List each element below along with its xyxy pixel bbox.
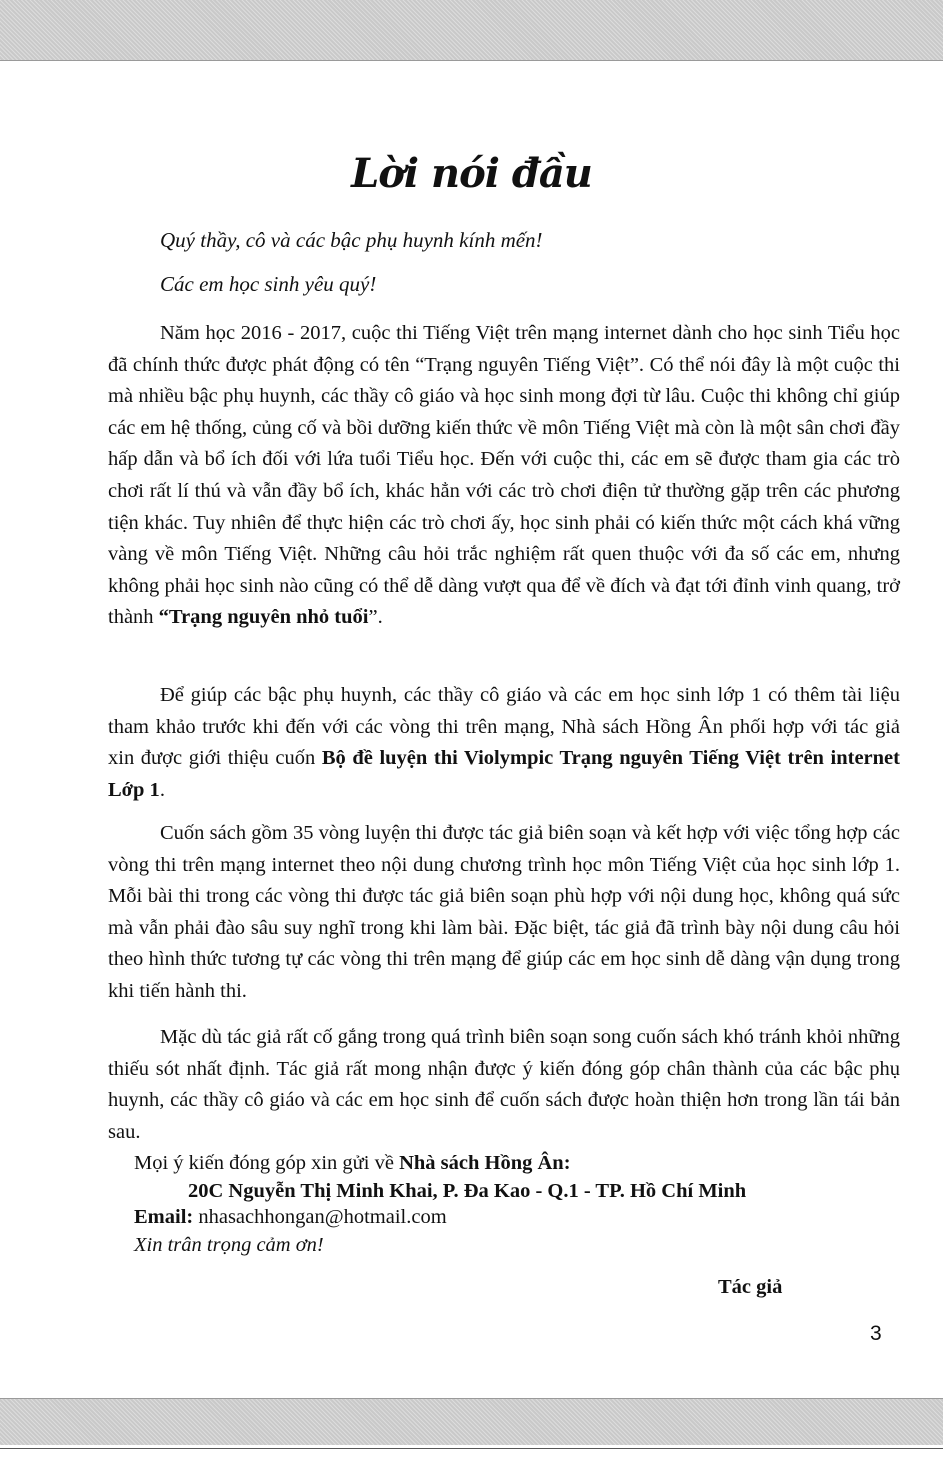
thanks-line: Xin trân trọng cảm ơn! (134, 1234, 324, 1256)
greeting-students: Các em học sinh yêu quý! (160, 272, 377, 296)
email-address: nhasachhongan@hotmail.com (193, 1206, 447, 1228)
paragraph-book-text: Để giúp các bậc phụ huynh, các thầy cô giáo và các em học sinh lớp 1 có thêm tài liệu tham khảo trước khi đến với các vòng thi trên mạng, Nhà sách Hồng Ân phối hợp với tác giả xin được giới thiệu cuốn (108, 684, 900, 770)
paragraph-contest-text: Năm học 2016 - 2017, cuộc thi Tiếng Việt trên mạng internet dành cho học sinh Tiểu học đã chính thức được phát động có tên “Trạng nguyên Tiếng Việt”. Có thể nói đây là một cuộc thi mà nhiều bậc phụ huynh, các thầy cô giáo và học sinh mong đợi từ lâu. Cuộc thi không chỉ giúp các em hệ thống, củng cố và bồi dưỡng kiến thức về môn Tiếng Việt mà còn là một sân chơi đầy hấp dẫn và bổ ích đối với lứa tuổi Tiểu học. Đến với cuộc thi, các em sẽ được tham gia các trò chơi rất lí thú và vẫn đầy bổ ích, khác hẳn với các trò chơi điện tử thường gặp trên các phương tiện khác. Tuy nhiên để thực hiện các trò chơi ấy, học sinh phải có kiến thức một cách khá vững vàng về môn Tiếng Việt. Những câu hỏi trắc nghiệm rất quen thuộc với đa số các em, nhưng không phải học sinh nào cũng có thể dễ dàng vượt qua để về đích và đạt tới đỉnh vinh quang, trở thành (108, 322, 900, 629)
bottom-scan-band (0, 1398, 943, 1445)
book-title: Bộ đề luyện thi Violympic Trạng nguyên Tiếng Việt trên internet Lớp 1 (108, 747, 900, 801)
page-title: Lời nói đầu (351, 150, 592, 197)
paragraph-book-content: Cuốn sách gồm 35 vòng luyện thi được tác giả biên soạn và kết hợp với việc tổng hợp các vòng thi trên mạng internet theo nội dung chương trình học môn Tiếng Việt của học sinh lớp 1. Mỗi bài thi trong các vòng thi được tác giả biên soạn phù hợp với nội dung học, không quá sức mà vẫn phải đào sâu suy nghĩ trong khi làm bài. Đặc biệt, tác giả đã trình bày nội dung câu hỏi theo hình thức tương tự các vòng thi trên mạng để giúp các em học sinh dễ dàng vận dụng trong khi tiến hành thi. (108, 822, 900, 1002)
bottom-rule (0, 1448, 943, 1449)
publisher-name: Nhà sách Hồng Ân: (399, 1152, 571, 1174)
author-signature: Tác giả (718, 1276, 783, 1298)
email-label: Email: (134, 1206, 194, 1228)
paragraph-book-intro: Để giúp các bậc phụ huynh, các thầy cô giáo và các em học sinh lớp 1 có thêm tài liệu tham khảo trước khi đến với các vòng thi trên mạng, Nhà sách Hồng Ân phối hợp với tác giả xin được giới thiệu cuốn Bộ đề luyện thi Violympic Trạng nguyên Tiếng Việt trên internet Lớp 1. (108, 684, 900, 801)
page-number: 3 (870, 1322, 882, 1345)
publisher-address: 20C Nguyễn Thị Minh Khai, P. Đa Kao - Q.1 - TP. Hồ Chí Minh (188, 1180, 747, 1202)
paragraph-feedback: Mặc dù tác giả rất cố gắng trong quá trình biên soạn song cuốn sách khó tránh khỏi những thiếu sót nhất định. Tác giả rất mong nhận được ý kiến đóng góp chân thành của các bậc phụ huynh, các thầy cô giáo và các em học sinh để cuốn sách được hoàn thiện hơn trong lần tái bản sau. (108, 1026, 900, 1143)
paragraph-contest-intro: Năm học 2016 - 2017, cuộc thi Tiếng Việt trên mạng internet dành cho học sinh Tiểu học đã chính thức được phát động có tên “Trạng nguyên Tiếng Việt”. Có thể nói đây là một cuộc thi mà nhiều bậc phụ huynh, các thầy cô giáo và học sinh mong đợi từ lâu. Cuộc thi không chỉ giúp các em hệ thống, củng cố và bồi dưỡng kiến thức về môn Tiếng Việt mà còn là một sân chơi đầy hấp dẫn và bổ ích đối với lứa tuổi Tiểu học. Đến với cuộc thi, các em sẽ được tham gia các trò chơi rất lí thú và vẫn đầy bổ ích, khác hẳn với các trò chơi điện tử thường gặp trên các phương tiện khác. Tuy nhiên để thực hiện các trò chơi ấy, học sinh phải có kiến thức một cách khá vững vàng về môn Tiếng Việt. Những câu hỏi trắc nghiệm rất quen thuộc với đa số các em, nhưng không phải học sinh nào cũng có thể dễ dàng vượt qua để về đích và đạt tới đỉnh vinh quang, trở thành “Trạng nguyên nhỏ tuổi”. (108, 322, 900, 629)
greeting-teachers-parents: Quý thầy, cô và các bậc phụ huynh kính mến! (160, 228, 543, 252)
paragraph-contest-bold: “Trạng nguyên nhỏ tuổi (158, 606, 369, 629)
contact-line: Mọi ý kiến đóng góp xin gửi về Nhà sách Hồng Ân: (134, 1152, 571, 1174)
email-line (134, 1206, 447, 1229)
top-scan-band (0, 0, 943, 61)
